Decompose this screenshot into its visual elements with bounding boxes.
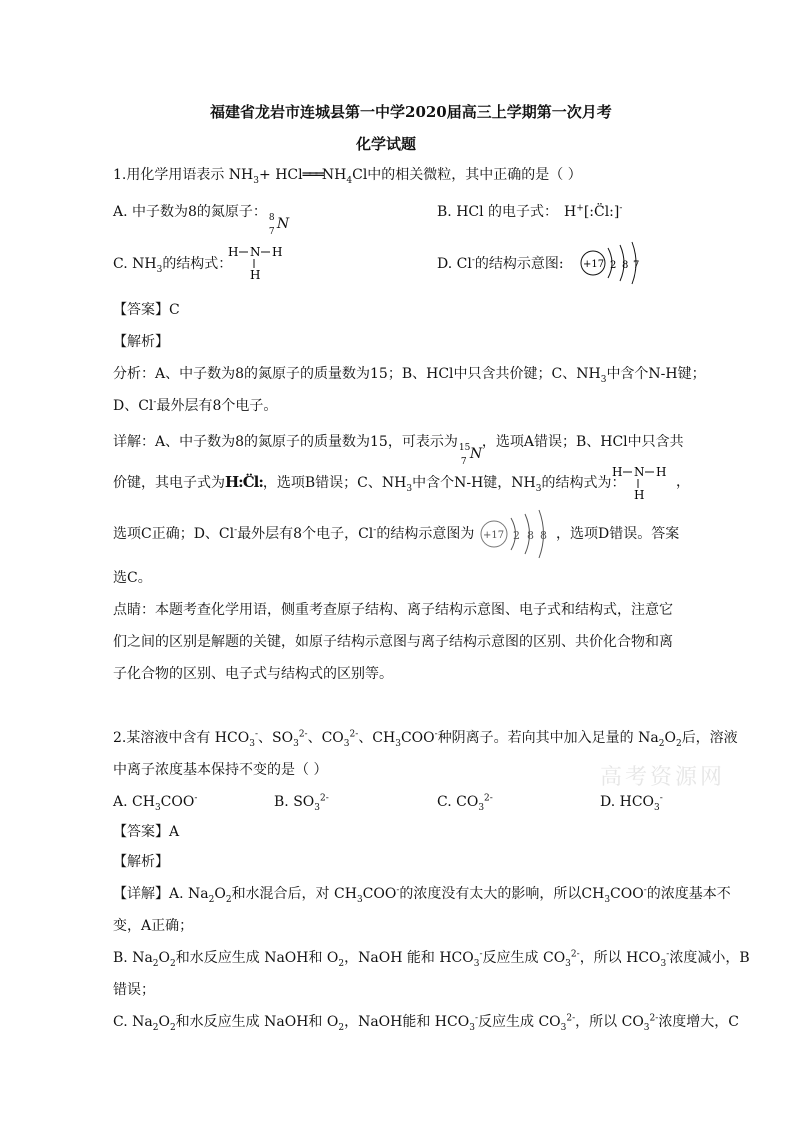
svg-text:H: H xyxy=(612,465,623,479)
svg-text:8: 8 xyxy=(527,529,534,542)
q2-detail-a-line2: 变，A正确； xyxy=(113,918,194,934)
q1-stem: 1.用化学用语表示 $NH_3+$ $HCl═══NH_4Cl$中的相关微粒，其中正确的是（ ） xyxy=(113,167,582,186)
svg-text:2: 2 xyxy=(610,260,617,271)
q2-option-b: B. $SO_3^{2-}$ xyxy=(274,793,329,813)
page-title: 福建省龙岩市连城县第一中学2020届高三上学期第一次月考 xyxy=(210,103,612,121)
q1-answer: 【答案】C xyxy=(113,302,180,318)
svg-text:H: H xyxy=(250,268,261,282)
svg-text:2: 2 xyxy=(513,529,520,542)
q2-detail-b-line1: B. $Na_2O_2$和水反应生成 NaOH和 $O_2$，NaOH 能和 $HCO_3^-$反应生成 $CO_3^{2-}$，所以 $HCO_3^-$浓度减小，B xyxy=(113,949,750,969)
svg-text:+17: +17 xyxy=(483,530,505,541)
q1-detail-line3: 选项C正确；D、Cl-最外层有8个电子，Cl-的结构示意图为 xyxy=(113,525,475,542)
q1-detail-line3-end: ，选项D错误。答案 xyxy=(556,526,680,542)
q2-detail-b-line2: 错误； xyxy=(113,982,155,998)
q1-tip-line2: 们之间的区别是解题的关键，如原子结构示意图与离子结构示意图的区别、共价化合物和离 xyxy=(113,634,673,650)
svg-text:8: 8 xyxy=(622,260,629,271)
q2-option-a: A. $CH_3COO^-$ xyxy=(113,793,198,813)
q2-stem-line2: 中离子浓度基本保持不变的是（ ） xyxy=(113,762,328,778)
page-subtitle: 化学试题 xyxy=(356,135,417,153)
q1-fenxi-line1: 分析：A、中子数为8的氮原子的质量数为15；B、HCl中只含共价键；C、$NH_3$中含个N-H键； xyxy=(113,366,706,385)
nh3-structure-diagram xyxy=(226,242,288,282)
q1-tip-line1: 点睛：本题考查化学用语，侧重考查原子结构、离子结构示意图、电子式和结构式，注意它 xyxy=(113,602,673,618)
q1-detail-line1: 详解：A、中子数为8的氮原子的质量数为15，可表示为 15 7 N ，选项A错误；B、HCl中只含共 xyxy=(113,434,684,467)
q2-option-c: C. $CO_3^{2-}$ xyxy=(437,793,493,813)
svg-text:H: H xyxy=(272,245,283,259)
svg-text:H: H xyxy=(228,245,239,259)
q2-answer: 【答案】A xyxy=(113,824,180,840)
q2-detail-c-line1: C. $Na_2O_2$和水反应生成 NaOH和 $O_2$，NaOH能和 $HCO_3^-$反应生成 $CO_3^{2-}$，所以 $CO_3^{2-}$浓度增大，C xyxy=(113,1013,740,1033)
nh3-structure-diagram-2 xyxy=(610,462,672,502)
cl-ion-structure-diagram xyxy=(578,240,644,286)
q1-option-d: D. Cl-的结构示意图: xyxy=(437,255,564,272)
q2-detail-a-line1: 【详解】A. $Na_2O_2$和水混合后，对 $CH_3COO^-$的浓度没有太大的影响，所以$CH_3COO^-$的浓度基本不 xyxy=(113,885,731,905)
q2-analysis-heading: 【解析】 xyxy=(113,854,169,870)
comma: ， xyxy=(676,474,690,490)
svg-text:8: 8 xyxy=(540,529,547,542)
svg-text:H: H xyxy=(656,465,667,479)
q1-option-b: B. HCl 的电子式： H+[:C̈l:]- xyxy=(437,203,623,220)
q2-stem-line1: 2.某溶液中含有 $HCO_3^-$、$SO_3^{2-}$、$CO_3^{2-}$、$CH_3COO^-$种阴离子。若向其中加入足量的 $Na_2O_2$后，溶液 xyxy=(113,729,738,749)
q1-option-c: C. $NH_3$的结构式： xyxy=(113,256,233,275)
svg-text:N: N xyxy=(250,245,261,259)
q1-detail-line2: 价键，其电子式为H:C̈l:，选项B错误；C、$NH_3$中含个N-H键，$NH_3$的结构式为： xyxy=(113,473,626,494)
q1-detail-line4: 选C。 xyxy=(113,570,152,586)
svg-text:+17: +17 xyxy=(583,259,605,270)
svg-text:N: N xyxy=(634,465,645,479)
q1-tip-line3: 子化合物的区别、电子式与结构式的区别等。 xyxy=(113,666,393,682)
q1-option-a: A. 中子数为8的氮原子： 8 7 N xyxy=(113,204,290,237)
svg-text:7: 7 xyxy=(633,260,640,271)
watermark: 高考资源网 xyxy=(600,765,726,790)
q1-analysis-heading: 【解析】 xyxy=(113,334,169,350)
svg-text:H: H xyxy=(634,488,645,502)
cl-ion-structure-diagram-2 xyxy=(478,508,554,560)
q1-fenxi-line2: D、Cl-最外层有8个电子。 xyxy=(113,397,278,414)
q2-option-d: D. $HCO_3^-$ xyxy=(600,793,663,813)
